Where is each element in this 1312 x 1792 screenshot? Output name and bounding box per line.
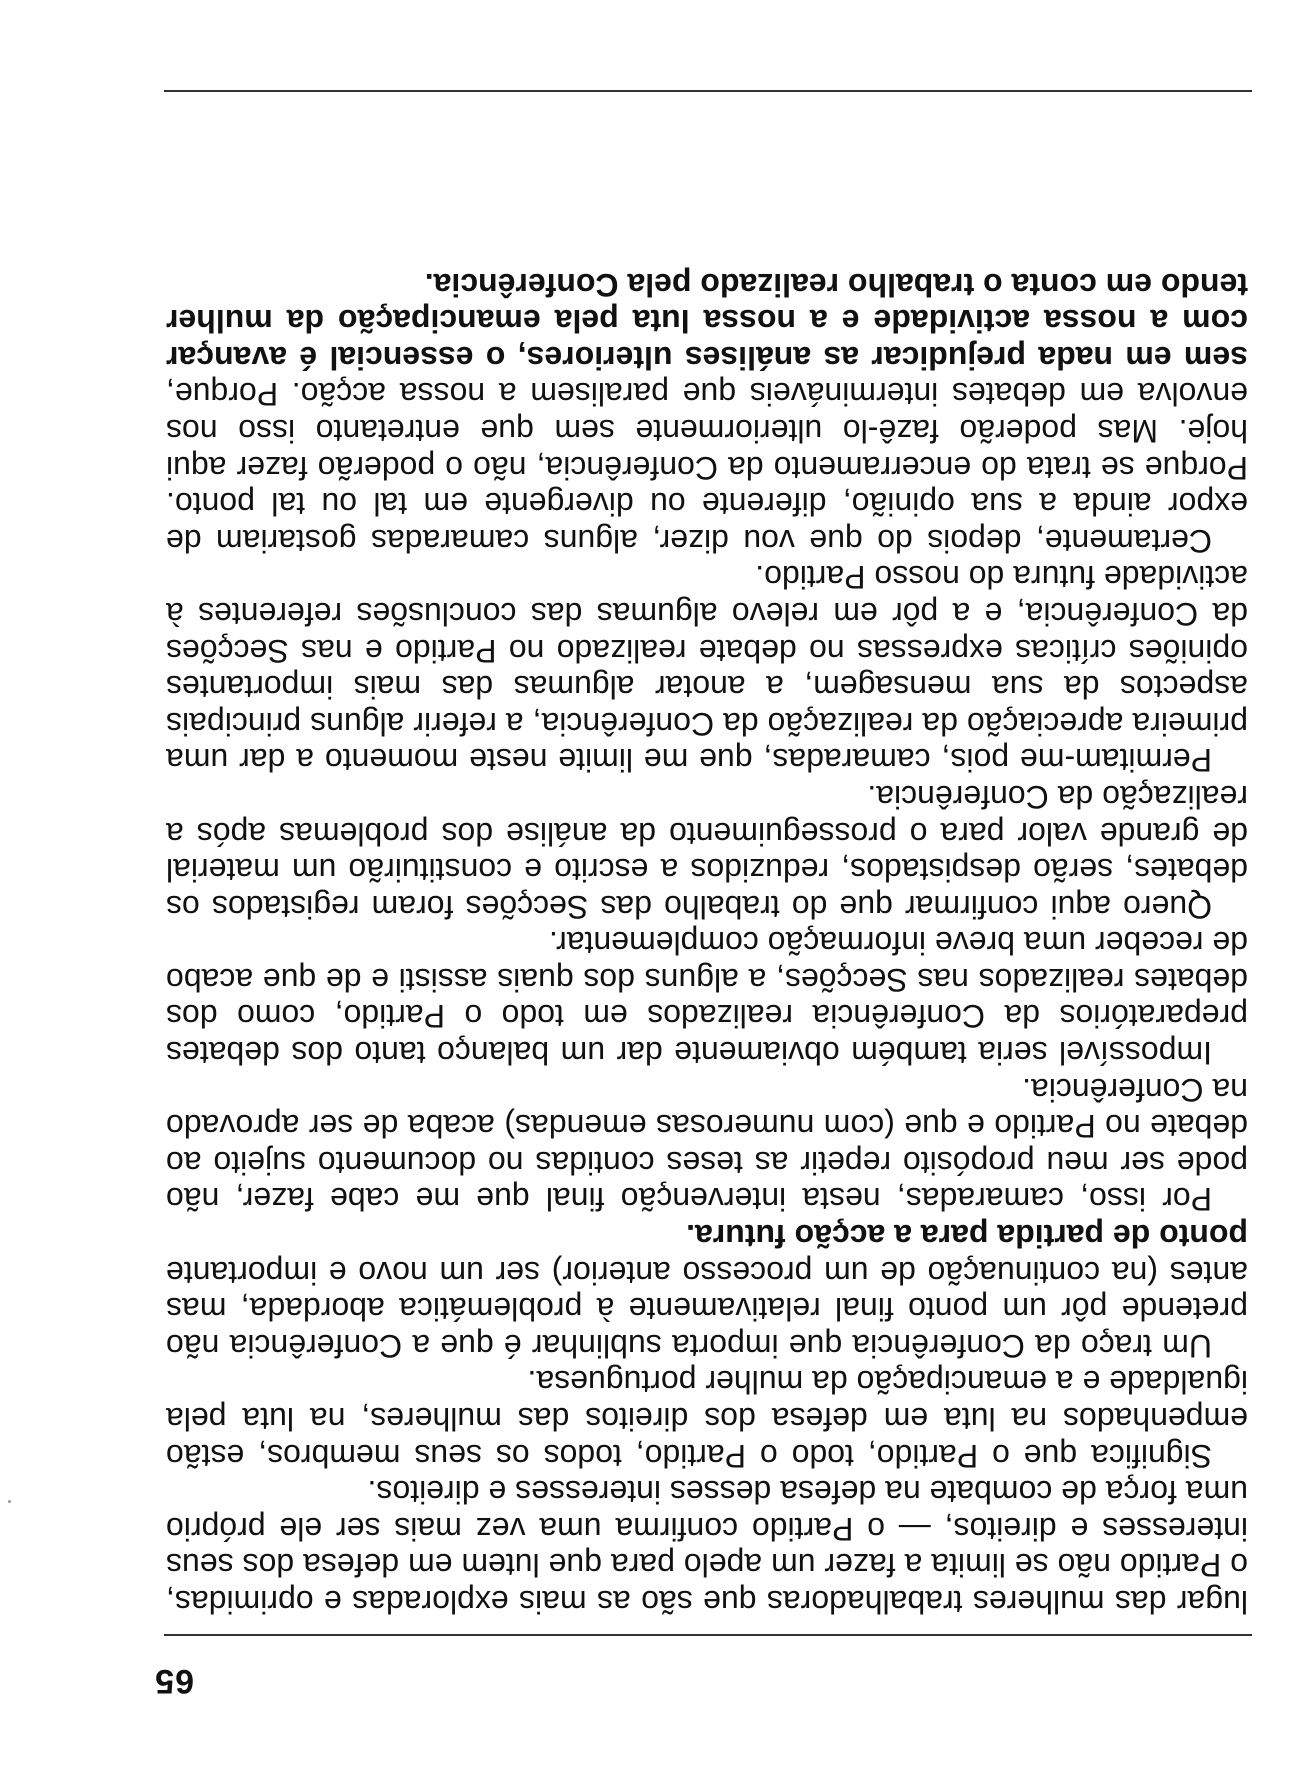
text-segment: Significa que o Partido, todo o Partido, todos os seus membros, estão empenhados na luta em defesa dos direitos das mulheres, na luta pela igualdade e a emancipação da mulher portuguesa. [166,1364,1248,1474]
footer-rule [164,90,1252,92]
paragraph [166,1474,1248,1620]
paragraph [166,1217,1248,1363]
text-segment: lugar das mulheres trabalhadoras que são as mais exploradas e oprimidas, o Partido não se limita a fazer um apelo para que lutem em defesa dos seus interesses e direitos, — o Partido confirma uma vez mais ser ele próprio uma força de combate na defesa desses interesses e direitos. [166,1474,1248,1620]
paragraph [166,1364,1248,1474]
paragraph [166,925,1248,1071]
bold-text-segment: sem em nada prejudicar as análises ulteriores, o essencial é avançar com a nossa actividade e a nossa luta pela emancipação da mulher tendo em conta o trabalho realizado pela Conferência. [166,266,1248,376]
text-segment: Quero aqui confirmar que do trabalho das Secções foram registados os debates, serão despistados, reduzidos a escrito e constituirão um material de grande valor para o prosseguimento da análise dos problemas após a realização da Conferência. [166,778,1248,925]
scan-speck [8,1500,11,1503]
text-segment: Certamente, depois do que vou dizer, alguns camaradas gostariam de expor ainda a sua opinião, diferente ou divergente em tal ou tal ponto. Porque se trata do encerramento da Conferência, não o poderão fazer aqui hoje. Mas poderão fazê-lo ulteriormente sem que entretanto isso nos envolva em debates intermináveis que paralisem a nossa acção. Porque, [166,376,1248,559]
text-segment: Por isso, camaradas, nesta intervenção final que me cabe fazer, não pode ser meu propósito repetir as teses contidas no documento sujeito ao debate no Partido e que (com numerosas emendas) acaba de ser aprovado na Conferência. [166,1071,1248,1218]
text-segment: Um traço da Conferência que importa sublinhar é que a Conferência não pretende pôr um ponto final relativamente à problemática abordada, mas antes (na continuação de um processo anterior) ser um novo e importante [166,1254,1248,1364]
paragraph [166,778,1248,924]
text-segment: Impossível seria também obviamente dar um balanço tanto dos debates preparatórios da Conferência realizados em todo o Partido, como dos debates realizados nas Secções, a alguns dos quais assisti e de que acabo de receber uma breve informação complementar. [166,925,1248,1072]
bold-text-segment: ponto de partida para a acção futura. [686,1218,1248,1255]
header-rule [164,1634,1252,1636]
paragraph [166,559,1248,779]
paragraph [166,1071,1248,1217]
page-number: 65 [154,1662,194,1700]
paragraph [166,266,1248,559]
body-text [166,266,1248,1620]
text-segment: Permitam-me pois, camaradas, que me limite neste momento a dar uma primeira apreciação da realização da Conferência, a referir alguns principais aspectos da sua mensagem, a anotar algumas das mais importantes opiniões críticas expressas no debate realizado no Partido e nas Secções da Conferência, e a pôr em relevo algumas das conclusões referentes à actividade futura do nosso Partido. [166,559,1248,779]
